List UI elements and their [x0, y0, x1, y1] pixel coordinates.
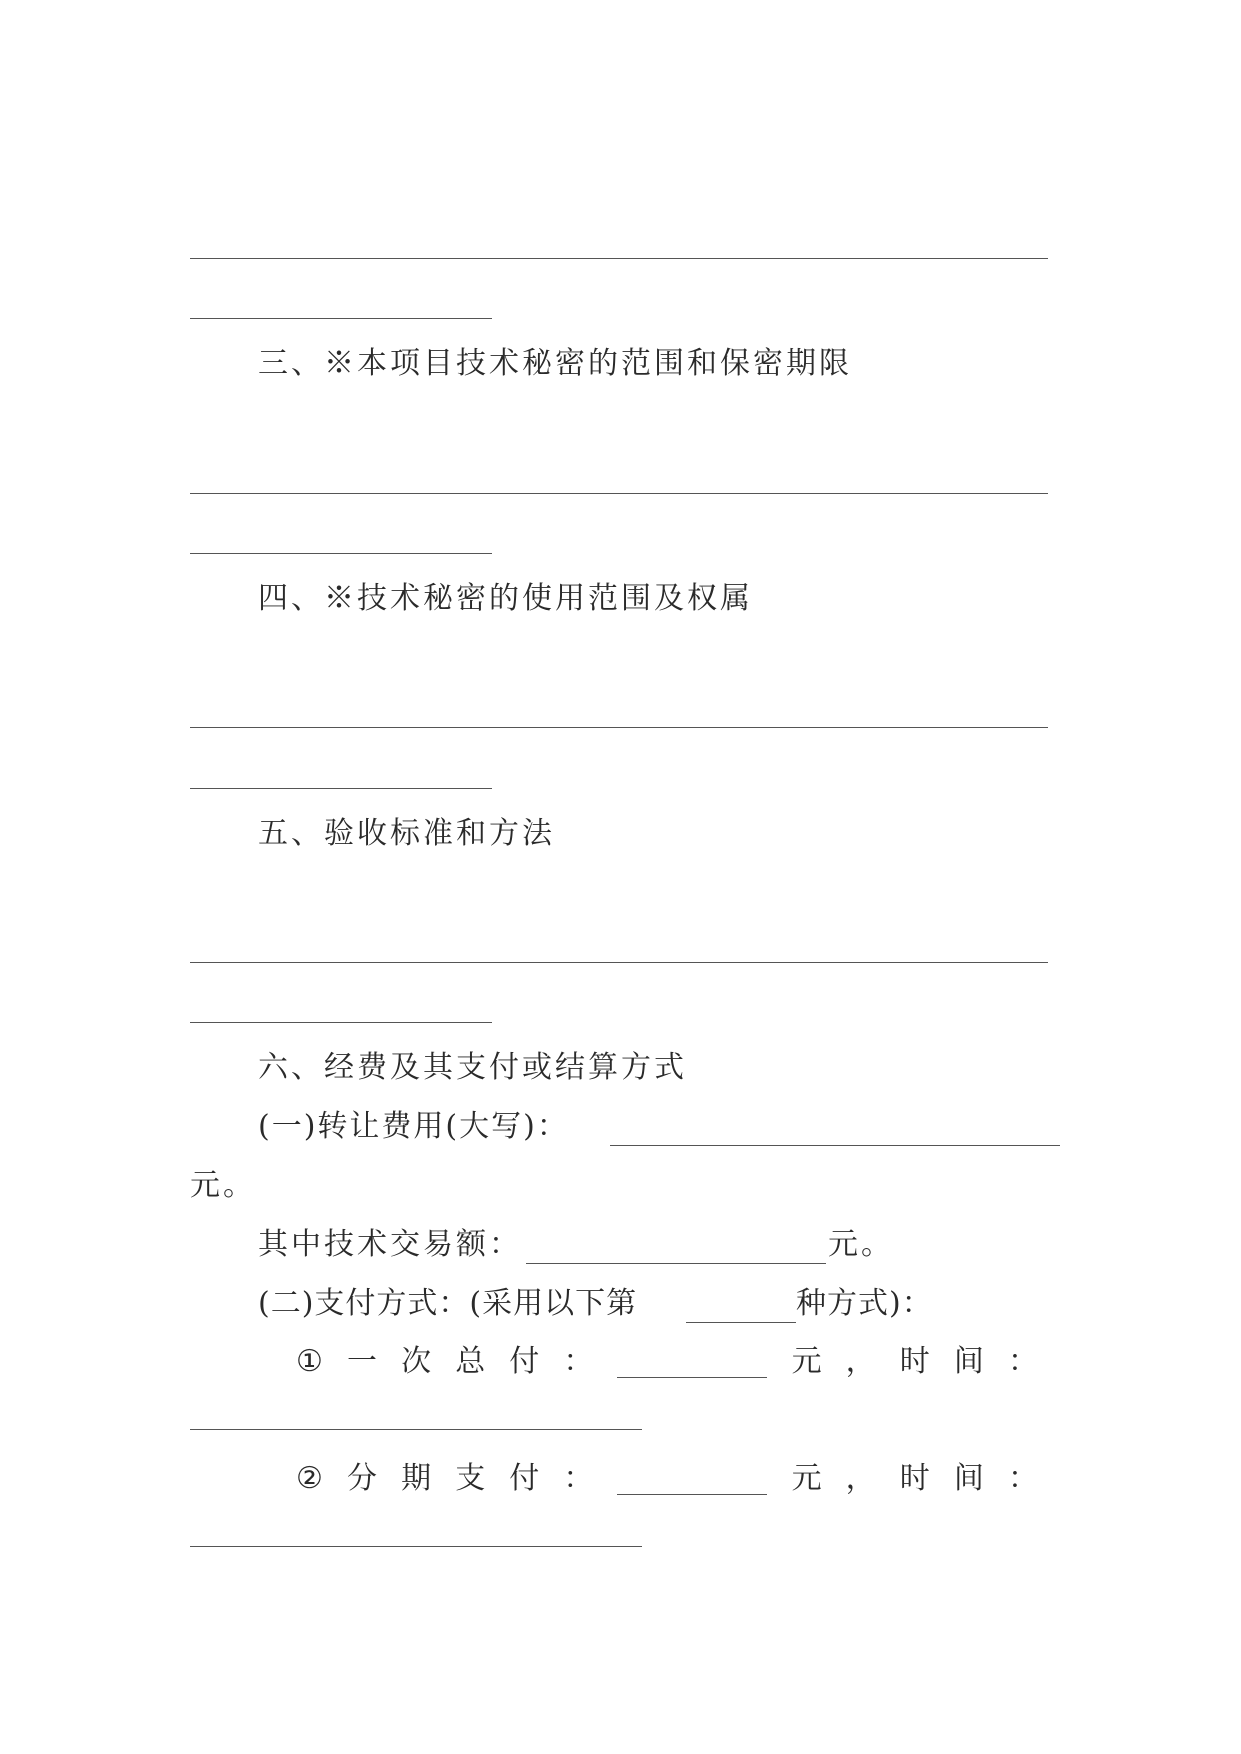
option-1-time-blank[interactable]: [190, 1429, 642, 1430]
fill-line-full[interactable]: [190, 727, 1048, 728]
section-4-title: 四、※技术秘密的使用范围及权属: [258, 581, 753, 616]
option-1-amount-blank[interactable]: [617, 1347, 767, 1378]
option-1-char: 总: [455, 1344, 486, 1379]
tech-amount-label: 其中技术交易额：: [258, 1227, 522, 1262]
fill-line-full[interactable]: [190, 493, 1048, 494]
option-1-char: 次: [401, 1344, 432, 1379]
option-1-row: [296, 1342, 1038, 1382]
option-2-char: 支: [455, 1461, 486, 1496]
tech-amount-blank[interactable]: [526, 1263, 826, 1264]
payment-method-prefix: (二)支付方式：(采用以下第: [258, 1286, 638, 1321]
tech-amount-unit: 元。: [828, 1227, 894, 1262]
option-2-time-blank[interactable]: [190, 1546, 642, 1547]
option-1-char: ：: [563, 1344, 594, 1379]
fill-line-full[interactable]: [190, 962, 1048, 963]
option-1-marker: ①: [296, 1344, 323, 1379]
option-2-marker: ②: [296, 1461, 323, 1496]
option-2-time-char: 间: [953, 1461, 984, 1496]
option-2-char: 分: [347, 1461, 377, 1496]
option-2-char: 期: [401, 1461, 432, 1496]
transfer-fee-blank[interactable]: [610, 1145, 1060, 1146]
fill-line-short[interactable]: [190, 318, 492, 319]
option-2-row: [296, 1459, 1038, 1499]
fill-line-short[interactable]: [190, 788, 492, 789]
fill-line-short[interactable]: [190, 1022, 492, 1023]
fill-line-full[interactable]: [190, 258, 1048, 259]
payment-method-blank[interactable]: [686, 1322, 796, 1323]
option-1-time-char: ：: [1007, 1344, 1038, 1379]
option-2-unit: 元: [791, 1461, 822, 1496]
option-2-comma: ，: [845, 1461, 876, 1496]
option-1-time-char: 时: [899, 1344, 930, 1379]
option-2-time-char: 时: [899, 1461, 930, 1496]
section-3-title: 三、※本项目技术秘密的范围和保密期限: [258, 346, 852, 381]
option-1-unit: 元: [791, 1344, 822, 1379]
transfer-fee-label: (一)转让费用(大写)：: [258, 1109, 569, 1144]
fill-line-short[interactable]: [190, 553, 492, 554]
payment-method-suffix: 种方式)：: [796, 1286, 933, 1321]
option-2-time-char: ：: [1007, 1461, 1038, 1496]
option-1-char: 付: [509, 1344, 540, 1379]
transfer-fee-unit: 元。: [190, 1168, 256, 1203]
option-2-char: 付: [509, 1461, 540, 1496]
option-1-char: 一: [347, 1344, 377, 1379]
option-2-char: ：: [563, 1461, 594, 1496]
section-6-title: 六、经费及其支付或结算方式: [258, 1050, 687, 1085]
section-5-title: 五、验收标准和方法: [258, 816, 555, 851]
option-2-amount-blank[interactable]: [617, 1464, 767, 1495]
option-1-time-char: 间: [953, 1344, 984, 1379]
option-1-comma: ，: [845, 1344, 876, 1379]
